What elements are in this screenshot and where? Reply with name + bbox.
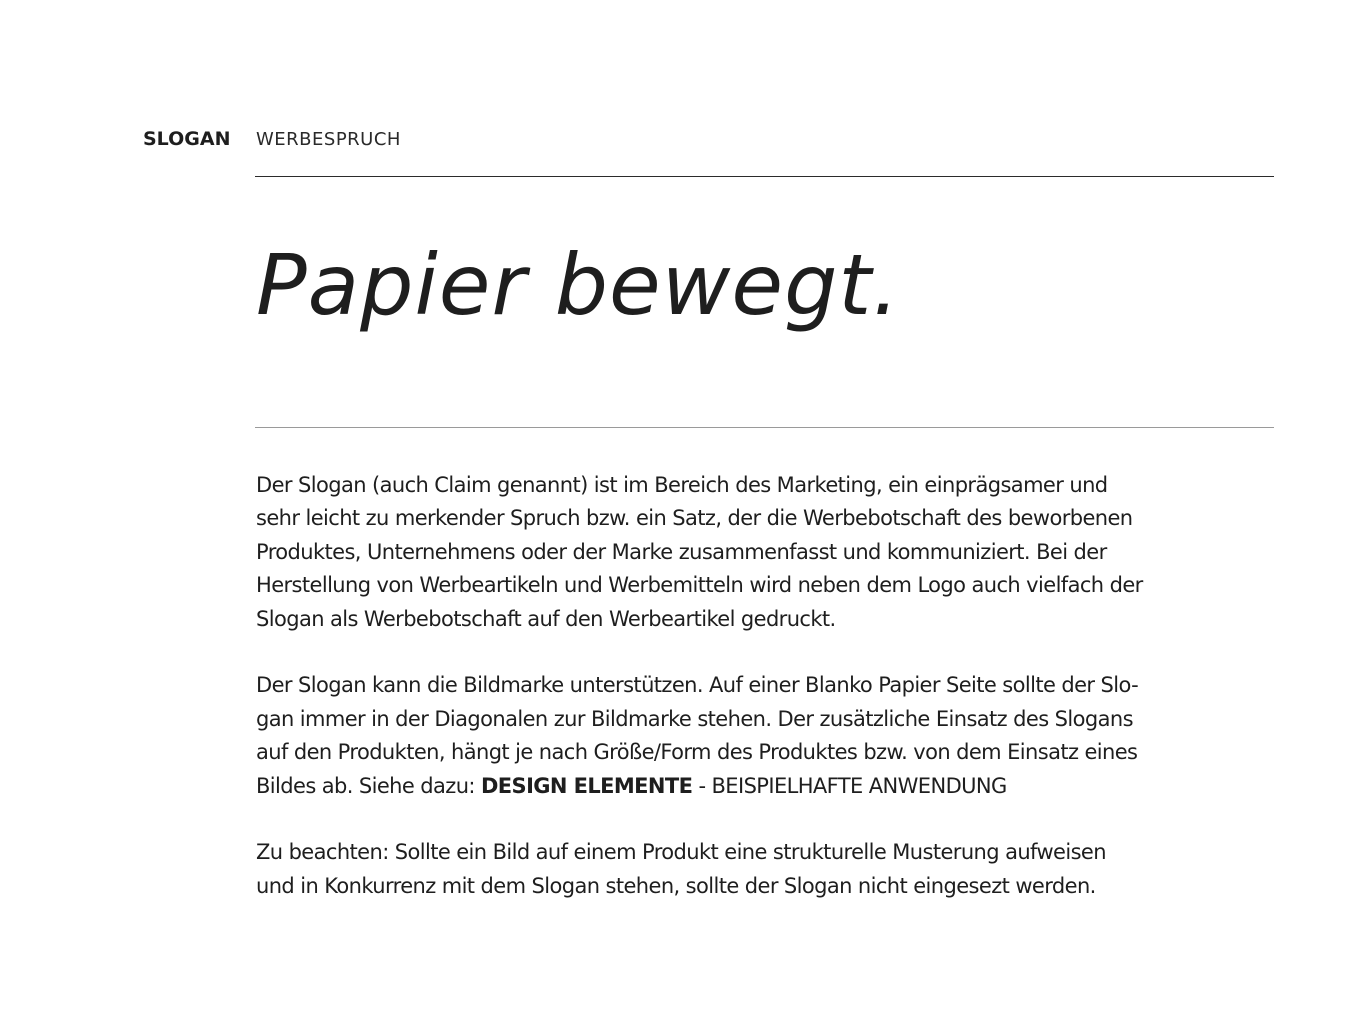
paragraph-usage xyxy=(256,669,1271,803)
paragraph-line: Produktes, Unternehmens oder der Marke zusammenfasst und kommuniziert. Bei der xyxy=(256,539,1107,564)
paragraph-line: sehr leicht zu merkender Spruch bzw. ein Satz, der die Werbebotschaft des beworbenen xyxy=(256,506,1133,531)
paragraph-line: Zu beachten: Sollte ein Bild auf einem Produkt eine strukturelle Musterung aufweisen xyxy=(256,840,1106,865)
body-text xyxy=(256,469,1271,937)
paragraph-line: und in Konkurrenz mit dem Slogan stehen, sollte der Slogan nicht eingesezt werden. xyxy=(256,873,1096,898)
section-sublabel: WERBESPRUCH xyxy=(256,129,401,150)
top-divider xyxy=(255,176,1274,177)
slogan-headline: Papier bewegt. xyxy=(256,236,901,334)
paragraph-line: Der Slogan kann die Bildmarke unterstützen. Auf einer Blanko Papier Seite sollte der Slo- xyxy=(256,673,1139,698)
design-elemente-reference: DESIGN ELEMENTE xyxy=(480,773,693,798)
paragraph-line: Herstellung von Werbeartikeln und Werbemitteln wird neben dem Logo auch vielfach der xyxy=(256,573,1143,598)
middle-divider xyxy=(255,427,1274,428)
section-label: SLOGAN xyxy=(143,128,231,150)
paragraph-line: Der Slogan (auch Claim genannt) ist im Bereich des Marketing, ein einprägsamer und xyxy=(256,473,1108,497)
paragraph-note xyxy=(256,836,1271,903)
paragraph-line: auf den Produkten, hängt je nach Größe/Form des Produktes bzw. von dem Einsatz eines xyxy=(256,740,1138,765)
paragraph-line: - BEISPIELHAFTE ANWENDUNG xyxy=(692,773,1007,798)
paragraph-line: Slogan als Werbebotschaft auf den Werbeartikel gedruckt. xyxy=(256,606,836,631)
paragraph-line: Bildes ab. Siehe dazu: xyxy=(256,773,481,798)
paragraph-line: gan immer in der Diagonalen zur Bildmarke stehen. Der zusätzliche Einsatz des Slogans xyxy=(256,706,1133,731)
paragraph-intro xyxy=(256,469,1271,636)
